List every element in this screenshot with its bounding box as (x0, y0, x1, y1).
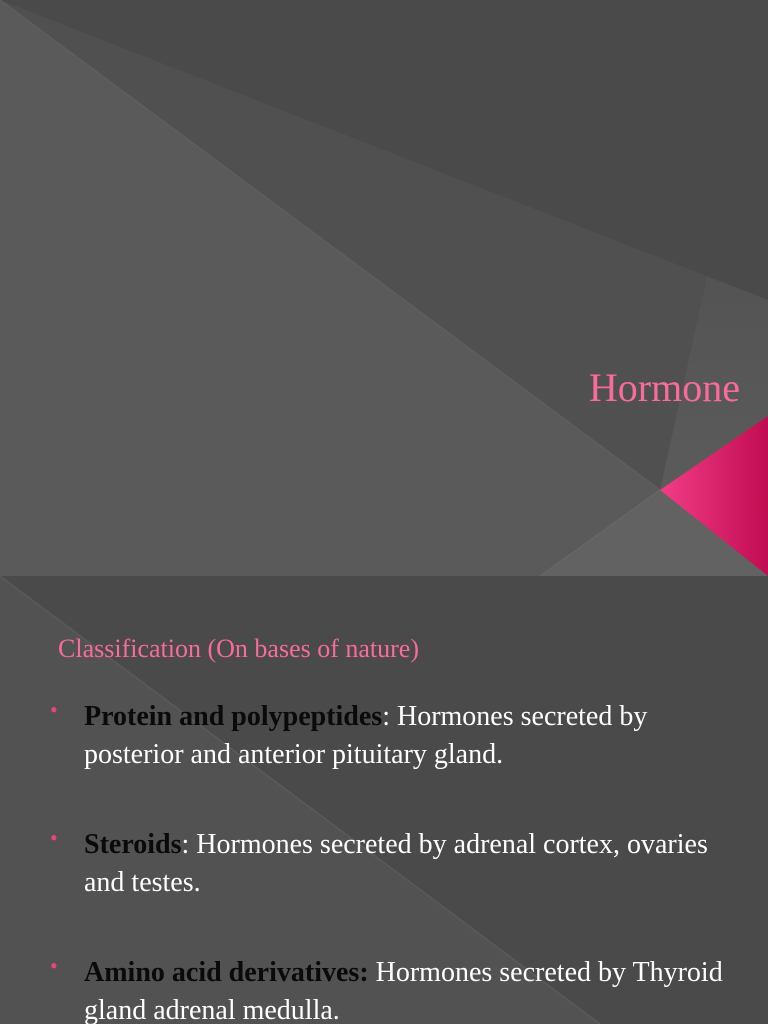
bullet-item (50, 954, 730, 1024)
classification-slide (0, 576, 768, 1024)
bullet-list (50, 698, 730, 1024)
slide-subtitle: Classification (On bases of nature) (58, 634, 420, 663)
bullet-text: Hormones secreted by Thyroid gland adrenal medulla. (84, 957, 723, 1024)
bullet-icon: • (50, 825, 58, 850)
slide-title: Hormone (588, 365, 740, 410)
bullet-item (50, 826, 730, 902)
bullet-separator: : (181, 829, 190, 860)
bullet-text: Hormones secreted by adrenal cortex, ovaries and testes. (84, 829, 708, 898)
bullet-term: Protein and polypeptides (84, 701, 383, 732)
bullet-term: Amino acid derivatives (84, 957, 360, 988)
bullet-separator: : (359, 957, 369, 988)
bullet-item (50, 698, 730, 774)
bullet-icon: • (50, 697, 58, 722)
bullet-term: Steroids (84, 829, 182, 860)
bullet-separator: : (382, 701, 390, 732)
bullet-text: Hormones secreted by posterior and anterior pituitary gland. (84, 701, 648, 770)
bullet-icon: • (50, 953, 58, 978)
